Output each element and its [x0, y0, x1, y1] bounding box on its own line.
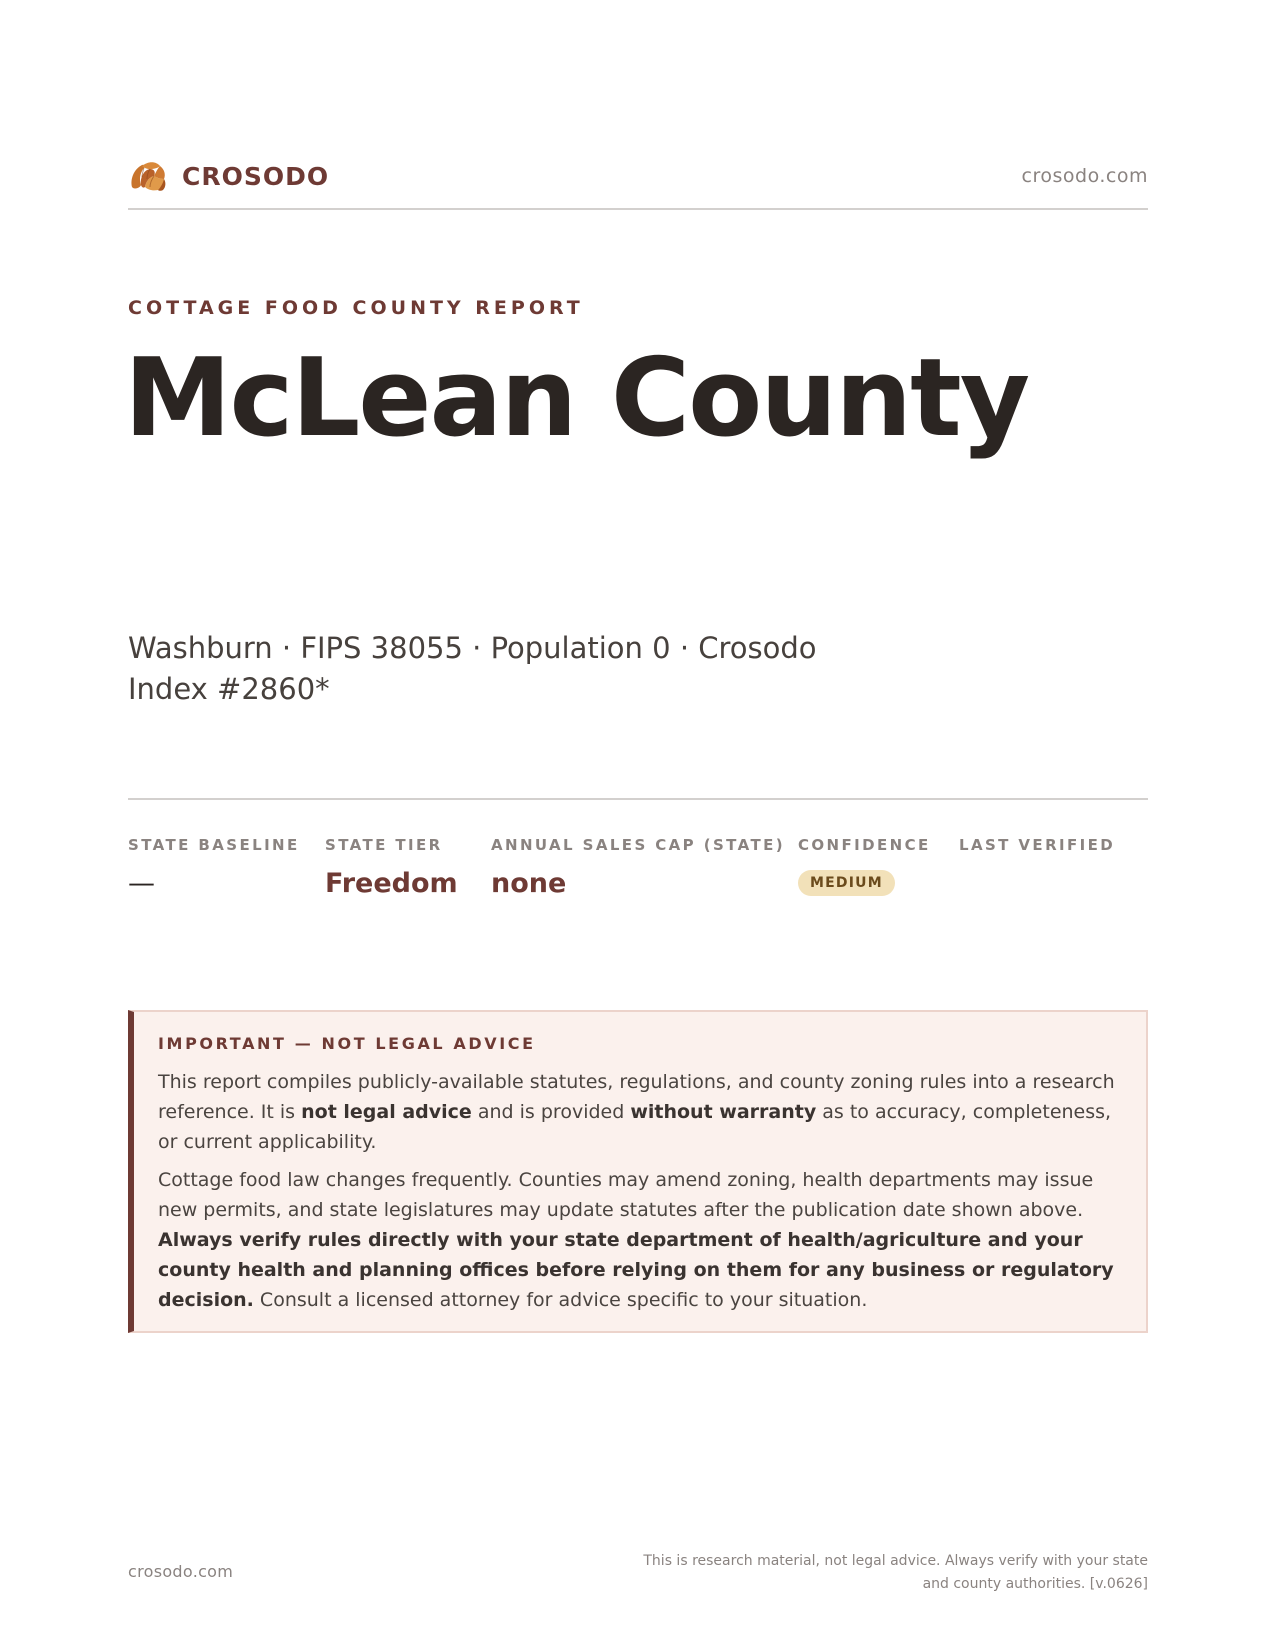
confidence-badge: MEDIUM — [798, 870, 895, 896]
report-page — [124, 0, 1148, 1650]
disclaimer-emphasis: Always verify rules directly with your state department of health/agriculture and your county health and planning offices before relying on them for any business or regulatory decision. — [158, 1229, 1114, 1311]
disclaimer-text: as to accuracy, completeness, or current applicability. — [158, 1101, 1112, 1153]
disclaimer-text: Cottage food law changes frequently. Counties may amend zoning, health departments may issue new permits, and state legislatures may update statutes after the publication date shown above. — [158, 1169, 1094, 1221]
footer-site-url[interactable]: crosodo.com — [128, 1562, 234, 1581]
page-title: McLean County — [124, 336, 1029, 461]
disclaimer-text: and is provided — [471, 1101, 631, 1123]
stat-value: Freedom — [325, 868, 458, 899]
brand[interactable] — [128, 157, 329, 195]
stat-label: LAST VERIFIED — [959, 836, 1116, 854]
page-header — [128, 158, 1148, 210]
report-eyebrow: COTTAGE FOOD COUNTY REPORT — [128, 297, 584, 319]
disclaimer-paragraph-2 — [158, 1165, 1120, 1315]
disclaimer-emphasis: not legal advice — [301, 1101, 472, 1123]
stat-state-baseline — [128, 836, 300, 899]
disclaimer-paragraph-1 — [158, 1067, 1120, 1157]
brand-name: CROSODO — [182, 161, 330, 191]
footer-disclaimer — [628, 1550, 1148, 1596]
county-summary-line: Washburn · FIPS 38055 · Population 0 · Crosodo Index #2860* — [128, 631, 817, 706]
stat-label: CONFIDENCE — [798, 836, 931, 854]
stat-state-tier — [325, 836, 458, 899]
site-url-link[interactable]: crosodo.com — [1021, 165, 1148, 187]
footer-disclaimer-line: This is research material, not legal advice. Always verify with your state — [643, 1553, 1148, 1569]
stat-value: none — [491, 868, 567, 899]
croissant-icon — [128, 157, 168, 195]
stat-label: STATE TIER — [325, 836, 443, 854]
disclaimer-heading: IMPORTANT — NOT LEGAL ADVICE — [158, 1034, 536, 1053]
stat-confidence — [798, 836, 931, 896]
stats-row — [128, 798, 1148, 899]
stat-label: ANNUAL SALES CAP (STATE) — [491, 836, 786, 854]
disclaimer-text: This report compiles publicly-available statutes, regulations, and county zoning rules into a research reference. It is — [158, 1071, 1115, 1123]
stat-value: — — [128, 868, 155, 899]
footer-disclaimer-line: and county authorities. [v.0626] — [922, 1576, 1148, 1592]
disclaimer-emphasis: without warranty — [630, 1101, 817, 1123]
stat-label: STATE BASELINE — [128, 836, 300, 854]
stat-annual-sales-cap — [491, 836, 785, 899]
disclaimer-text: Consult a licensed attorney for advice specific to your situation. — [253, 1289, 868, 1311]
stat-last-verified — [959, 836, 1115, 868]
legal-disclaimer-box — [128, 1010, 1148, 1333]
